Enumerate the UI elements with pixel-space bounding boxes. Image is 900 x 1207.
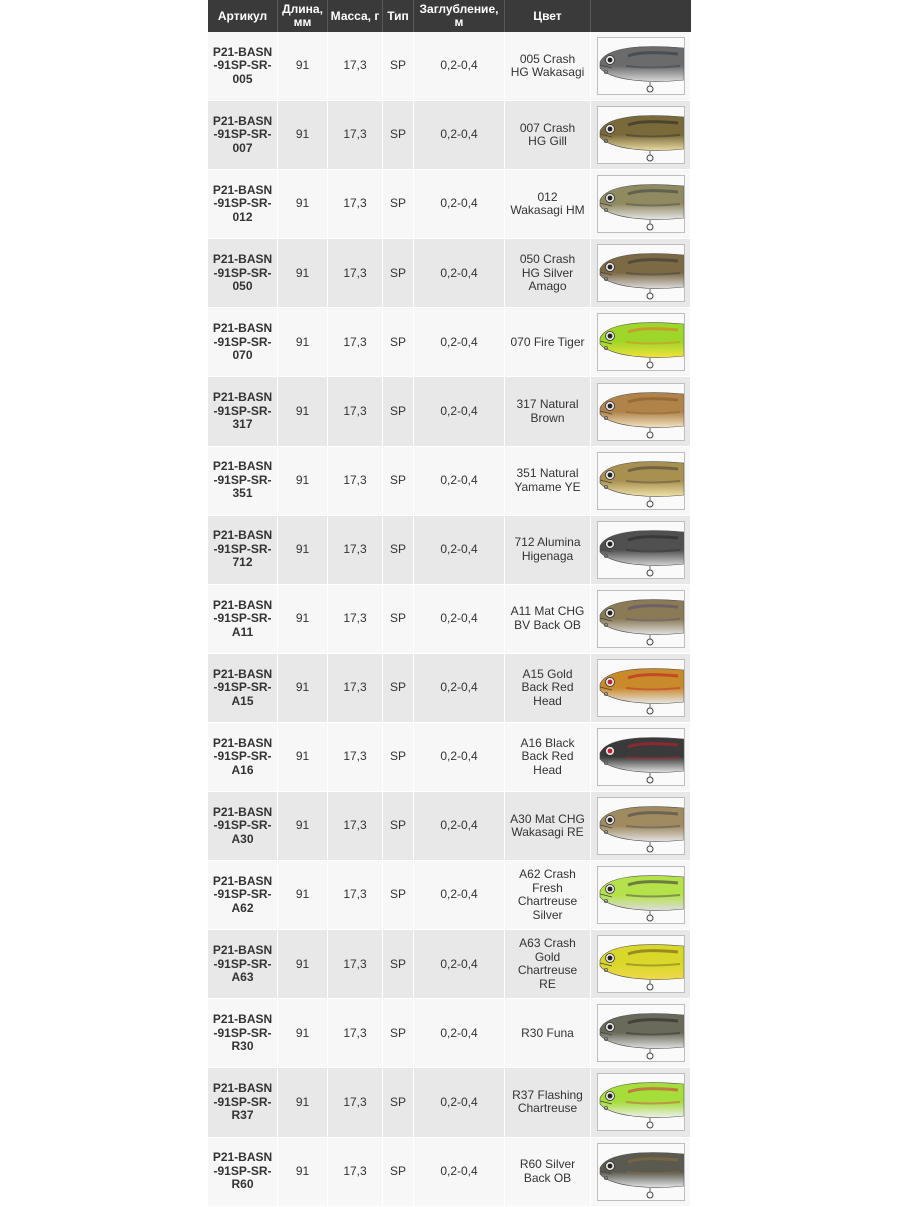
type-cell: SP: [383, 930, 414, 998]
sku-cell: P21-BASN-91SP-SR-R37: [208, 1068, 278, 1136]
depth-cell: 0,2-0,4: [414, 585, 505, 653]
type-cell: SP: [383, 1138, 414, 1206]
lure-illustration: [598, 522, 684, 578]
sku-cell: P21-BASN-91SP-SR-A16: [208, 723, 278, 791]
lure-illustration: [598, 1005, 684, 1061]
length-cell: 91: [278, 1068, 328, 1136]
header-sku: Артикул: [208, 0, 278, 32]
sku-cell: P21-BASN-91SP-SR-050: [208, 239, 278, 307]
table-row: [208, 1138, 691, 1207]
type-cell: SP: [383, 1068, 414, 1136]
sku-cell: P21-BASN-91SP-SR-012: [208, 170, 278, 238]
header-depth: Заглубление, м: [414, 0, 505, 32]
sku-cell: P21-BASN-91SP-SR-070: [208, 308, 278, 376]
lure-image[interactable]: [597, 1004, 685, 1062]
length-cell: 91: [278, 447, 328, 515]
table-row: [208, 585, 691, 654]
length-cell: 91: [278, 308, 328, 376]
lure-image-cell: [591, 377, 691, 445]
color-cell: 050 Crash HG Silver Amago: [505, 239, 591, 307]
lure-image-cell: [591, 1138, 691, 1206]
table-row: [208, 723, 691, 792]
length-cell: 91: [278, 1138, 328, 1206]
depth-cell: 0,2-0,4: [414, 447, 505, 515]
lure-image[interactable]: [597, 37, 685, 95]
lure-image-cell: [591, 170, 691, 238]
mass-cell: 17,3: [328, 861, 383, 929]
color-cell: 317 Natural Brown: [505, 377, 591, 445]
lure-image-cell: [591, 792, 691, 860]
lure-illustration: [598, 314, 684, 370]
type-cell: SP: [383, 32, 414, 100]
depth-cell: 0,2-0,4: [414, 377, 505, 445]
color-cell: R37 Flashing Chartreuse: [505, 1068, 591, 1136]
table-row: [208, 101, 691, 170]
type-cell: SP: [383, 654, 414, 722]
length-cell: 91: [278, 170, 328, 238]
lure-image-cell: [591, 1068, 691, 1136]
length-cell: 91: [278, 101, 328, 169]
color-cell: A16 Black Back Red Head: [505, 723, 591, 791]
type-cell: SP: [383, 239, 414, 307]
lure-image-cell: [591, 239, 691, 307]
color-cell: A15 Gold Back Red Head: [505, 654, 591, 722]
lure-image-cell: [591, 308, 691, 376]
type-cell: SP: [383, 999, 414, 1067]
lure-illustration: [598, 936, 684, 992]
depth-cell: 0,2-0,4: [414, 1138, 505, 1206]
lure-image-cell: [591, 585, 691, 653]
lure-illustration: [598, 107, 684, 163]
table-row: [208, 654, 691, 723]
sku-cell: P21-BASN-91SP-SR-R60: [208, 1138, 278, 1206]
type-cell: SP: [383, 447, 414, 515]
lure-image[interactable]: [597, 866, 685, 924]
header-image: [591, 0, 691, 32]
lure-image[interactable]: [597, 1143, 685, 1201]
lure-image[interactable]: [597, 383, 685, 441]
color-cell: A62 Crash Fresh Chartreuse Silver: [505, 861, 591, 929]
lure-image-cell: [591, 447, 691, 515]
color-cell: 070 Fire Tiger: [505, 308, 591, 376]
sku-cell: P21-BASN-91SP-SR-A30: [208, 792, 278, 860]
color-cell: A30 Mat CHG Wakasagi RE: [505, 792, 591, 860]
mass-cell: 17,3: [328, 32, 383, 100]
length-cell: 91: [278, 861, 328, 929]
mass-cell: 17,3: [328, 308, 383, 376]
lure-image-cell: [591, 861, 691, 929]
color-cell: R60 Silver Back OB: [505, 1138, 591, 1206]
mass-cell: 17,3: [328, 516, 383, 584]
length-cell: 91: [278, 585, 328, 653]
lure-image[interactable]: [597, 659, 685, 717]
depth-cell: 0,2-0,4: [414, 999, 505, 1067]
table-header: [208, 0, 691, 32]
type-cell: SP: [383, 308, 414, 376]
table-row: [208, 1068, 691, 1137]
table-row: [208, 447, 691, 516]
table-row: [208, 930, 691, 999]
lure-illustration: [598, 1074, 684, 1130]
depth-cell: 0,2-0,4: [414, 239, 505, 307]
sku-cell: P21-BASN-91SP-SR-A63: [208, 930, 278, 998]
lure-illustration: [598, 176, 684, 232]
depth-cell: 0,2-0,4: [414, 170, 505, 238]
lure-image[interactable]: [597, 797, 685, 855]
depth-cell: 0,2-0,4: [414, 792, 505, 860]
type-cell: SP: [383, 585, 414, 653]
mass-cell: 17,3: [328, 447, 383, 515]
lure-illustration: [598, 798, 684, 854]
mass-cell: 17,3: [328, 723, 383, 791]
lure-image[interactable]: [597, 521, 685, 579]
header-color: Цвет: [505, 0, 591, 32]
table-row: [208, 239, 691, 308]
type-cell: SP: [383, 170, 414, 238]
sku-cell: P21-BASN-91SP-SR-005: [208, 32, 278, 100]
depth-cell: 0,2-0,4: [414, 930, 505, 998]
color-cell: R30 Funa: [505, 999, 591, 1067]
lure-image-cell: [591, 516, 691, 584]
sku-cell: P21-BASN-91SP-SR-A62: [208, 861, 278, 929]
length-cell: 91: [278, 792, 328, 860]
mass-cell: 17,3: [328, 999, 383, 1067]
length-cell: 91: [278, 930, 328, 998]
lure-image-cell: [591, 723, 691, 791]
mass-cell: 17,3: [328, 377, 383, 445]
header-type: Тип: [383, 0, 414, 32]
table-row: [208, 999, 691, 1068]
lure-illustration: [598, 660, 684, 716]
sku-cell: P21-BASN-91SP-SR-351: [208, 447, 278, 515]
lure-illustration: [598, 867, 684, 923]
depth-cell: 0,2-0,4: [414, 1068, 505, 1136]
table-row: [208, 516, 691, 585]
sku-cell: P21-BASN-91SP-SR-A15: [208, 654, 278, 722]
depth-cell: 0,2-0,4: [414, 101, 505, 169]
product-table: [208, 0, 691, 1207]
depth-cell: 0,2-0,4: [414, 308, 505, 376]
length-cell: 91: [278, 999, 328, 1067]
lure-image[interactable]: [597, 935, 685, 993]
length-cell: 91: [278, 377, 328, 445]
header-mass: Масса, г: [328, 0, 383, 32]
lure-image[interactable]: [597, 1073, 685, 1131]
lure-image[interactable]: [597, 106, 685, 164]
lure-illustration: [598, 38, 684, 94]
lure-image[interactable]: [597, 590, 685, 648]
table-row: [208, 377, 691, 446]
table-row: [208, 32, 691, 101]
type-cell: SP: [383, 377, 414, 445]
color-cell: 351 Natural Yamame YE: [505, 447, 591, 515]
type-cell: SP: [383, 792, 414, 860]
lure-image-cell: [591, 32, 691, 100]
lure-image-cell: [591, 654, 691, 722]
lure-image[interactable]: [597, 244, 685, 302]
table-row: [208, 861, 691, 930]
lure-image-cell: [591, 930, 691, 998]
mass-cell: 17,3: [328, 930, 383, 998]
mass-cell: 17,3: [328, 792, 383, 860]
color-cell: A63 Crash Gold Chartreuse RE: [505, 930, 591, 998]
table-body: [208, 32, 691, 1207]
lure-image-cell: [591, 999, 691, 1067]
lure-image[interactable]: [597, 452, 685, 510]
mass-cell: 17,3: [328, 101, 383, 169]
lure-image[interactable]: [597, 175, 685, 233]
mass-cell: 17,3: [328, 170, 383, 238]
length-cell: 91: [278, 32, 328, 100]
lure-illustration: [598, 591, 684, 647]
color-cell: 005 Crash HG Wakasagi: [505, 32, 591, 100]
type-cell: SP: [383, 723, 414, 791]
table-row: [208, 792, 691, 861]
header-length: Длина, мм: [278, 0, 328, 32]
lure-illustration: [598, 384, 684, 440]
lure-image-cell: [591, 101, 691, 169]
depth-cell: 0,2-0,4: [414, 654, 505, 722]
lure-illustration: [598, 729, 684, 785]
mass-cell: 17,3: [328, 239, 383, 307]
color-cell: 712 Alumina Higenaga: [505, 516, 591, 584]
color-cell: A11 Mat CHG BV Back OB: [505, 585, 591, 653]
lure-image[interactable]: [597, 313, 685, 371]
depth-cell: 0,2-0,4: [414, 861, 505, 929]
mass-cell: 17,3: [328, 1138, 383, 1206]
color-cell: 012 Wakasagi HM: [505, 170, 591, 238]
lure-image[interactable]: [597, 728, 685, 786]
lure-illustration: [598, 245, 684, 301]
type-cell: SP: [383, 101, 414, 169]
depth-cell: 0,2-0,4: [414, 32, 505, 100]
sku-cell: P21-BASN-91SP-SR-R30: [208, 999, 278, 1067]
sku-cell: P21-BASN-91SP-SR-A11: [208, 585, 278, 653]
length-cell: 91: [278, 516, 328, 584]
sku-cell: P21-BASN-91SP-SR-317: [208, 377, 278, 445]
mass-cell: 17,3: [328, 654, 383, 722]
depth-cell: 0,2-0,4: [414, 723, 505, 791]
mass-cell: 17,3: [328, 585, 383, 653]
sku-cell: P21-BASN-91SP-SR-712: [208, 516, 278, 584]
lure-illustration: [598, 1144, 684, 1200]
color-cell: 007 Crash HG Gill: [505, 101, 591, 169]
lure-illustration: [598, 453, 684, 509]
depth-cell: 0,2-0,4: [414, 516, 505, 584]
type-cell: SP: [383, 516, 414, 584]
table-row: [208, 170, 691, 239]
table-row: [208, 308, 691, 377]
type-cell: SP: [383, 861, 414, 929]
sku-cell: P21-BASN-91SP-SR-007: [208, 101, 278, 169]
mass-cell: 17,3: [328, 1068, 383, 1136]
length-cell: 91: [278, 654, 328, 722]
length-cell: 91: [278, 723, 328, 791]
length-cell: 91: [278, 239, 328, 307]
